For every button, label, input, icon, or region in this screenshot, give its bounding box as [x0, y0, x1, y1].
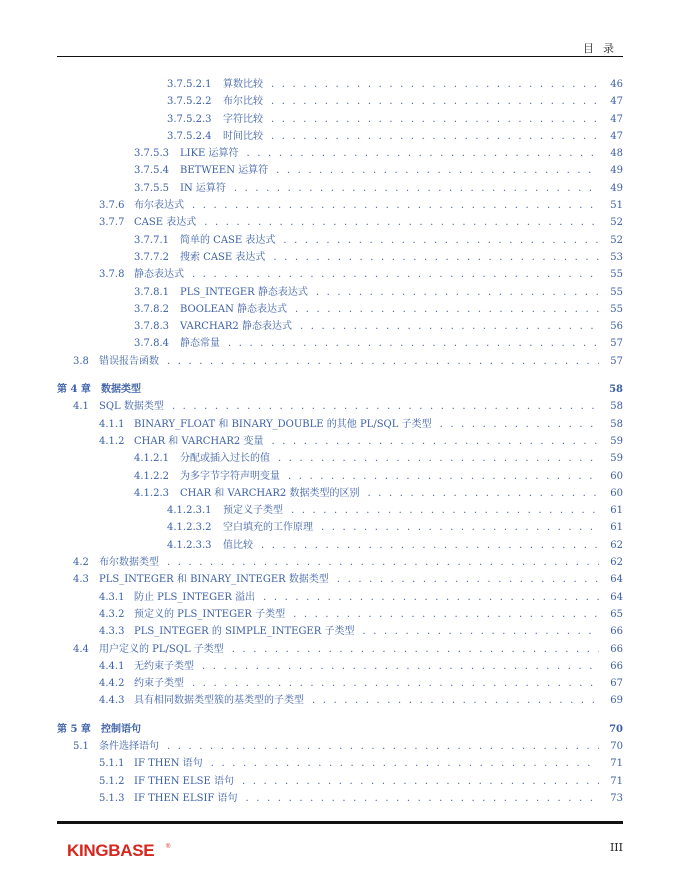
toc-entry[interactable]	[57, 162, 623, 179]
toc-number: 第 5 章	[57, 723, 91, 735]
toc-entry[interactable]	[57, 773, 623, 790]
toc-page-number: 56	[610, 321, 623, 333]
toc-title: BOOLEAN 静态表达式	[180, 303, 288, 315]
toc-leader-dots	[291, 502, 599, 519]
toc-entry[interactable]	[57, 485, 623, 502]
toc-number: 第 4 章	[57, 384, 91, 396]
toc-title: 简单的 CASE 表达式	[180, 234, 276, 246]
toc-entry[interactable]	[57, 675, 623, 692]
toc-page-number: 55	[610, 303, 623, 315]
toc-entry[interactable]	[57, 658, 623, 675]
toc-page-number: 52	[610, 234, 623, 246]
toc-leader-dots	[247, 145, 599, 162]
toc-entry[interactable]	[57, 111, 623, 128]
toc-chapter-row[interactable]	[57, 721, 623, 738]
toc-leader-dots	[278, 450, 599, 467]
toc-page-number: 65	[610, 608, 623, 620]
toc-page-number: 66	[610, 643, 623, 655]
toc-leader-dots	[271, 433, 599, 450]
toc-leader-dots	[211, 755, 599, 772]
toc-number: 4.3.3	[99, 626, 125, 638]
toc-leader-dots	[283, 232, 599, 249]
toc-leader-dots	[172, 398, 599, 415]
toc-title: 布尔数据类型	[99, 557, 159, 569]
toc-page-number: 58	[609, 384, 623, 396]
toc-entry[interactable]	[57, 93, 623, 110]
toc-page-number: 59	[610, 435, 623, 447]
toc-title: 算数比较	[223, 79, 263, 90]
toc-entry[interactable]	[57, 353, 623, 370]
toc-title: 字符比较	[223, 113, 263, 125]
toc-page-number: 69	[610, 695, 623, 707]
toc-number: 4.1.1	[99, 418, 125, 430]
toc-title: 数据类型	[101, 384, 141, 396]
toc-title: IF THEN ELSIF 语句	[134, 792, 238, 804]
toc-leader-dots	[276, 162, 599, 179]
toc-entry[interactable]	[57, 589, 623, 606]
toc-entry[interactable]	[57, 641, 623, 658]
toc-number: 4.4	[73, 643, 89, 655]
toc-entry[interactable]	[57, 738, 623, 755]
toc-leader-dots	[288, 468, 599, 485]
toc-title: 具有相同数据类型簇的基类型的子类型	[134, 695, 304, 707]
toc-number: 4.1.2.3.2	[167, 522, 212, 534]
toc-leader-dots	[246, 790, 599, 807]
toc-entry[interactable]	[57, 128, 623, 145]
toc-entry[interactable]	[57, 623, 623, 640]
toc-number: 3.8	[73, 355, 89, 367]
toc-entry[interactable]	[57, 554, 623, 571]
toc-number: 4.1.2.3.1	[167, 505, 212, 517]
toc-leader-dots	[261, 537, 599, 554]
toc-leader-dots	[295, 301, 599, 318]
toc-number: 4.1.2.3	[134, 487, 169, 499]
toc-page-number: 60	[610, 470, 623, 482]
toc-title: IF THEN 语句	[134, 758, 203, 770]
toc-title: PLS_INTEGER 的 SIMPLE_INTEGER 子类型	[134, 626, 355, 638]
toc-leader-dots	[321, 519, 599, 536]
toc-number: 3.7.8.4	[134, 338, 169, 350]
toc-title: 防止 PLS_INTEGER 溢出	[134, 591, 256, 603]
toc-entry[interactable]	[57, 76, 623, 93]
toc-page-number: 71	[610, 758, 623, 770]
toc-title: 值比较	[223, 539, 253, 551]
toc-page-number: 62	[610, 539, 623, 551]
toc-page-number: 71	[610, 775, 623, 787]
toc-number: 4.3.2	[99, 608, 125, 620]
toc-page-number: 70	[610, 740, 623, 752]
toc-entry[interactable]	[57, 214, 623, 231]
toc-page-number: 46	[610, 79, 623, 90]
toc-number: 4.1.2.1	[134, 453, 169, 465]
toc-leader-dots	[263, 589, 599, 606]
toc-title: IN 运算符	[180, 182, 226, 194]
toc-page-number: 58	[610, 418, 623, 430]
page-number: III	[609, 841, 623, 854]
toc-entry[interactable]	[57, 755, 623, 772]
toc-title: 静态表达式	[134, 269, 184, 281]
toc-page-number: 58	[610, 401, 623, 413]
toc-leader-dots	[192, 675, 599, 692]
toc-number: 3.7.8.3	[134, 321, 169, 333]
toc-entry[interactable]	[57, 180, 623, 197]
toc-entry[interactable]	[57, 468, 623, 485]
toc-leader-dots	[271, 76, 599, 93]
toc-leader-dots	[167, 738, 599, 755]
toc-leader-dots	[271, 111, 599, 128]
toc-leader-dots	[293, 606, 599, 623]
running-title: 目录	[583, 42, 623, 55]
toc-number: 4.4.1	[99, 660, 125, 672]
toc-leader-dots	[271, 128, 599, 145]
toc-leader-dots	[167, 353, 599, 370]
toc-title: BINARY_FLOAT 和 BINARY_DOUBLE 的其他 PL/SQL 子类型	[134, 418, 432, 430]
toc-entry[interactable]	[57, 318, 623, 335]
toc-title: 空白填充的工作原理	[223, 522, 313, 534]
toc-page-number: 47	[610, 130, 623, 142]
toc-leader-dots	[316, 284, 599, 301]
toc-leader-dots	[192, 197, 599, 214]
toc-leader-dots	[232, 641, 599, 658]
toc-page-number: 66	[610, 660, 623, 672]
toc-leader-dots	[312, 692, 599, 709]
toc-leader-dots	[300, 318, 599, 335]
toc-page-number: 70	[609, 723, 623, 735]
toc-title: LIKE 运算符	[180, 148, 239, 160]
table-of-contents	[57, 76, 623, 807]
toc-number: 3.7.8.1	[134, 286, 169, 298]
kingbase-logo-mark	[67, 841, 177, 859]
toc-entry[interactable]	[57, 606, 623, 623]
toc-page-number: 55	[610, 269, 623, 281]
toc-page-number: 53	[610, 251, 623, 263]
toc-page-number: 47	[610, 96, 623, 108]
toc-entry[interactable]	[57, 692, 623, 709]
toc-title: 分配或插入过长的值	[180, 453, 270, 465]
toc-leader-dots	[228, 335, 599, 352]
toc-title: 时间比较	[223, 130, 263, 142]
toc-page-number: 64	[610, 574, 623, 586]
toc-number: 3.7.5.3	[134, 148, 169, 160]
toc-number: 3.7.5.2.2	[167, 96, 212, 108]
toc-number: 3.7.8	[99, 269, 125, 281]
toc-title: PLS_INTEGER 和 BINARY_INTEGER 数据类型	[99, 574, 329, 586]
toc-number: 3.7.8.2	[134, 303, 169, 315]
toc-page-number: 51	[610, 200, 623, 212]
toc-number: 4.1.2.2	[134, 470, 169, 482]
toc-entry[interactable]	[57, 284, 623, 301]
toc-title: 布尔表达式	[134, 200, 184, 212]
toc-entry[interactable]	[57, 537, 623, 554]
toc-page-number: 57	[610, 338, 623, 350]
toc-entry[interactable]	[57, 249, 623, 266]
toc-leader-dots	[440, 416, 599, 433]
toc-title: 约束子类型	[134, 678, 184, 690]
toc-number: 3.7.6	[99, 200, 125, 212]
toc-title: PLS_INTEGER 静态表达式	[180, 286, 308, 298]
toc-number: 5.1.2	[99, 775, 125, 787]
toc-number: 3.7.7.1	[134, 234, 169, 246]
toc-number: 3.7.7.2	[134, 251, 169, 263]
toc-title: 预定义的 PLS_INTEGER 子类型	[134, 608, 286, 620]
toc-title: 为多字节字符声明变量	[180, 470, 280, 482]
toc-number: 3.7.5.4	[134, 165, 169, 177]
toc-leader-dots	[242, 773, 599, 790]
toc-page-number: 61	[610, 505, 623, 517]
toc-number: 5.1.3	[99, 792, 125, 804]
toc-number: 4.4.3	[99, 695, 125, 707]
toc-leader-dots	[271, 93, 599, 110]
toc-entry[interactable]	[57, 266, 623, 283]
toc-entry[interactable]	[57, 335, 623, 352]
toc-page-number: 49	[610, 182, 623, 194]
toc-number: 3.7.5.2.1	[167, 79, 212, 90]
toc-title: BETWEEN 运算符	[180, 165, 269, 177]
toc-page-number: 62	[610, 557, 623, 569]
toc-page-number: 61	[610, 522, 623, 534]
toc-entry[interactable]	[57, 519, 623, 536]
toc-title: IF THEN ELSE 语句	[134, 775, 234, 787]
toc-title: 条件选择语句	[99, 740, 159, 752]
toc-number: 3.7.5.2.3	[167, 113, 212, 125]
toc-page-number: 55	[610, 286, 623, 298]
toc-page-number: 64	[610, 591, 623, 603]
toc-entry[interactable]	[57, 450, 623, 467]
toc-leader-dots	[234, 180, 599, 197]
toc-entry[interactable]	[57, 197, 623, 214]
toc-entry[interactable]	[57, 433, 623, 450]
toc-page-number: 66	[610, 626, 623, 638]
toc-entry[interactable]	[57, 571, 623, 588]
toc-leader-dots	[337, 571, 599, 588]
toc-entry[interactable]	[57, 502, 623, 519]
toc-entry[interactable]	[57, 232, 623, 249]
toc-leader-dots	[362, 623, 599, 640]
toc-page-number: 49	[610, 165, 623, 177]
toc-entry[interactable]	[57, 416, 623, 433]
toc-page-number: 48	[610, 148, 623, 160]
footer-rule	[57, 821, 623, 824]
toc-leader-dots	[202, 658, 599, 675]
toc-title: 预定义子类型	[223, 505, 283, 517]
toc-page-number: 57	[610, 355, 623, 367]
logo-wordmark: KINGBASE	[67, 841, 155, 859]
toc-title: 静态常量	[180, 338, 220, 350]
svg-text:®: ®	[166, 844, 171, 850]
toc-leader-dots	[192, 266, 599, 283]
toc-page-number: 67	[610, 678, 623, 690]
toc-page-number: 59	[610, 453, 623, 465]
toc-number: 4.1.2.3.3	[167, 539, 212, 551]
toc-number: 4.1	[73, 401, 89, 413]
toc-page-number: 47	[610, 113, 623, 125]
toc-entry[interactable]	[57, 790, 623, 807]
toc-leader-dots	[273, 249, 599, 266]
toc-leader-dots	[204, 214, 599, 231]
toc-title: CASE 表达式	[134, 217, 197, 229]
toc-entry[interactable]	[57, 301, 623, 318]
toc-title: 用户定义的 PL/SQL 子类型	[99, 643, 224, 655]
toc-leader-dots	[367, 485, 599, 502]
toc-number: 5.1.1	[99, 758, 125, 770]
toc-entry[interactable]	[57, 398, 623, 415]
toc-title: 控制语句	[101, 723, 141, 735]
toc-title: CHAR 和 VARCHAR2 变量	[134, 435, 264, 447]
toc-number: 4.3	[73, 574, 89, 586]
kingbase-logo	[67, 841, 177, 863]
toc-title: 布尔比较	[223, 96, 263, 108]
toc-entry[interactable]	[57, 145, 623, 162]
toc-title: 搜索 CASE 表达式	[180, 251, 266, 263]
toc-page-number: 52	[610, 217, 623, 229]
toc-number: 3.7.7	[99, 217, 125, 229]
toc-number: 4.4.2	[99, 678, 125, 690]
toc-title: VARCHAR2 静态表达式	[180, 321, 292, 333]
toc-title: 无约束子类型	[134, 660, 194, 672]
toc-number: 3.7.5.2.4	[167, 130, 212, 142]
toc-number: 4.3.1	[99, 591, 125, 603]
toc-page-number: 73	[610, 792, 623, 804]
toc-title: 错误报告函数	[99, 355, 159, 367]
toc-title: SQL 数据类型	[99, 401, 164, 413]
header-rule	[57, 56, 623, 57]
toc-leader-dots	[167, 554, 599, 571]
toc-number: 4.2	[73, 557, 89, 569]
toc-chapter-row[interactable]	[57, 381, 623, 398]
toc-page-number: 60	[610, 487, 623, 499]
toc-number: 3.7.5.5	[134, 182, 169, 194]
toc-title: CHAR 和 VARCHAR2 数据类型的区别	[180, 487, 360, 499]
toc-number: 4.1.2	[99, 435, 125, 447]
toc-number: 5.1	[73, 740, 89, 752]
